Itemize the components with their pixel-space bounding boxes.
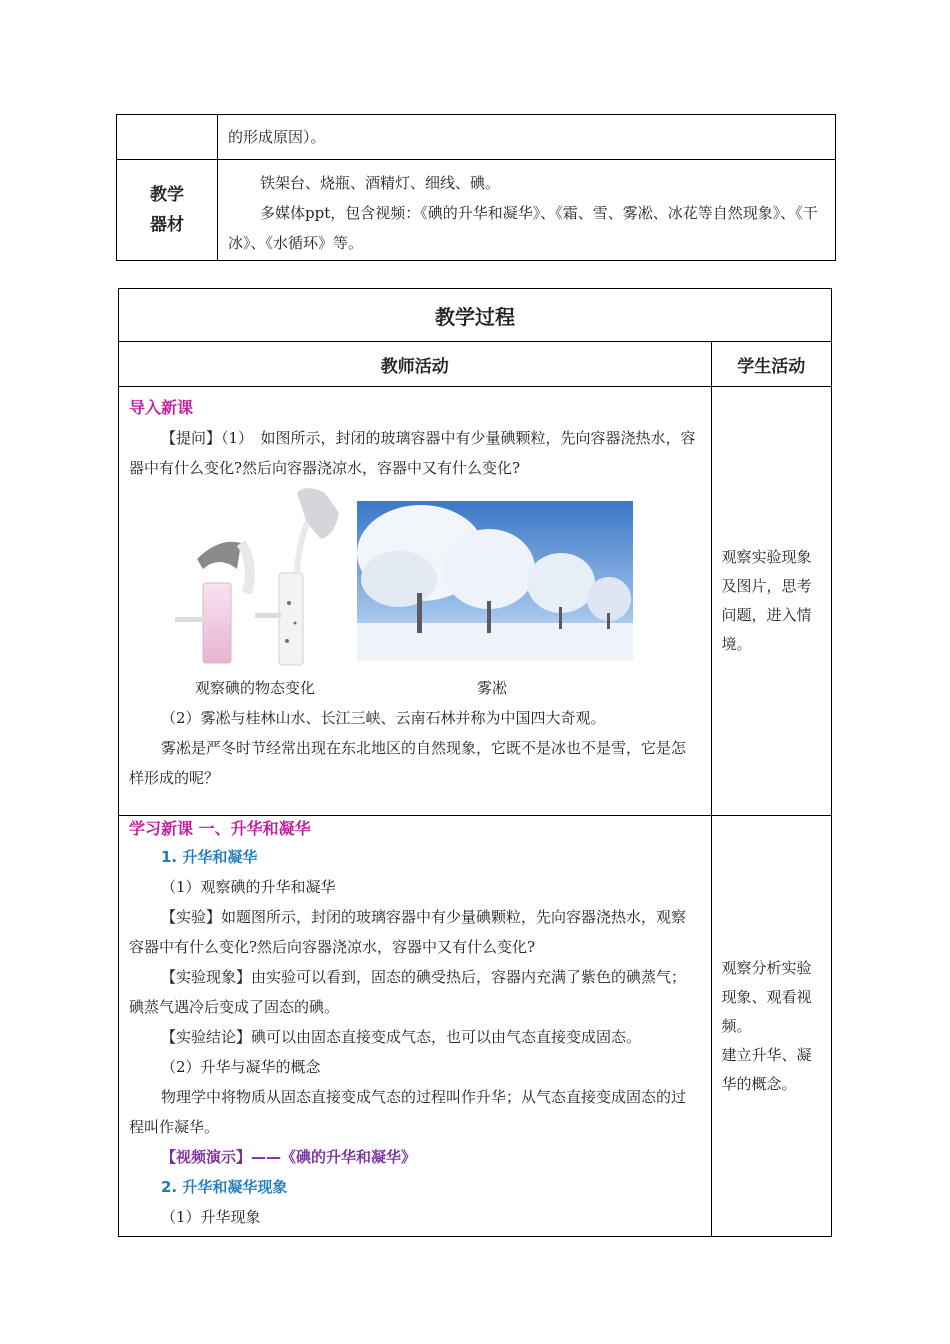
- lesson-video: 【视频演示】——《碘的升华和凝华》: [161, 1148, 417, 1166]
- intro-question: 【提问】（1） 如图所示，封闭的玻璃容器中有少量碘颗粒，先向容器浇热水，容器中有什么变化?然后向容器浇凉水，容器中又有什么变化?: [129, 429, 696, 477]
- lesson-conclusion: 【实验结论】碘可以由固态直接变成气态，也可以由气态直接变成固态。: [161, 1028, 642, 1046]
- beaker-icon: [175, 488, 339, 665]
- intro-p2: （2）雾凇与桂林山水、长江三峡、云南石林并称为中国四大奇观。: [161, 709, 606, 727]
- lesson-sub2: 2. 升华和凝华现象: [161, 1178, 288, 1196]
- lesson-item2: （2）升华与凝华的概念: [161, 1058, 321, 1076]
- row1-text: 的形成原因）。: [228, 128, 326, 146]
- caption-iodine: 观察碘的物态变化: [195, 679, 316, 697]
- blank-label-cell: [117, 115, 218, 160]
- materials-table: [116, 114, 836, 261]
- lesson-heading: 学习新课 一、升华和凝华: [129, 819, 311, 838]
- image-captions: [129, 673, 701, 703]
- lesson-experiment: 【实验】如题图所示，封闭的玻璃容器中有少量碘颗粒，先向容器浇热水，观察容器中有什么变化?然后向容器浇凉水，容器中又有什么变化?: [129, 908, 687, 956]
- rime-landscape-image: [357, 501, 633, 661]
- teacher-col-header: 教师活动: [119, 342, 712, 387]
- materials-line2: 多媒体ppt，包含视频：《碘的升华和凝华》、《霜、雪、雾凇、冰花等自然现象》、《干冰》、《水循环》等。: [228, 204, 818, 252]
- cont-cell: [218, 115, 836, 160]
- intro-images: [129, 483, 701, 673]
- student-col-header: 学生活动: [711, 342, 831, 387]
- iodine-experiment-illustration: [129, 483, 719, 673]
- lesson-item3: （1）升华现象: [161, 1208, 261, 1226]
- materials-label: [117, 160, 218, 261]
- intro-p3: 雾凇是严冬时节经常出现在东北地区的自然现象，它既不是冰也不是雪，它是怎样形成的呢？: [129, 739, 687, 787]
- label-line1: 教学: [150, 185, 184, 205]
- lesson-teacher-cell: [119, 816, 712, 1237]
- lesson-sub1: 1. 升华和凝华: [161, 848, 258, 866]
- materials-content: [218, 160, 836, 261]
- process-title: 教学过程: [119, 289, 832, 342]
- lesson-student-cell: [711, 816, 831, 1237]
- lesson-student2: 建立升华、凝华的概念。: [721, 1045, 812, 1093]
- intro-student-cell: 观察实验现象及图片，思考问题，进入情境。: [711, 387, 831, 816]
- process-table: [118, 288, 832, 1237]
- caption-rime: 雾凇: [477, 679, 508, 697]
- intro-teacher-cell: [119, 387, 712, 816]
- lesson-item1: （1）观察碘的升华和凝华: [161, 878, 336, 896]
- intro-heading: 导入新课: [129, 398, 194, 417]
- lesson-student1: 观察分析实验现象、观看视频。: [721, 958, 812, 1035]
- label-line2: 器材: [150, 215, 184, 235]
- lesson-phenomenon: 【实验现象】由实验可以看到，固态的碘受热后，容器内充满了紫色的碘蒸气；碘蒸气遇冷后变成了固态的碘。: [129, 968, 687, 1016]
- materials-line1: 铁架台、烧瓶、酒精灯、细线、碘。: [260, 174, 501, 192]
- lesson-concept: 物理学中将物质从固态直接变成气态的过程叫作升华；从气态直接变成固态的过程叫作凝华。: [129, 1088, 687, 1136]
